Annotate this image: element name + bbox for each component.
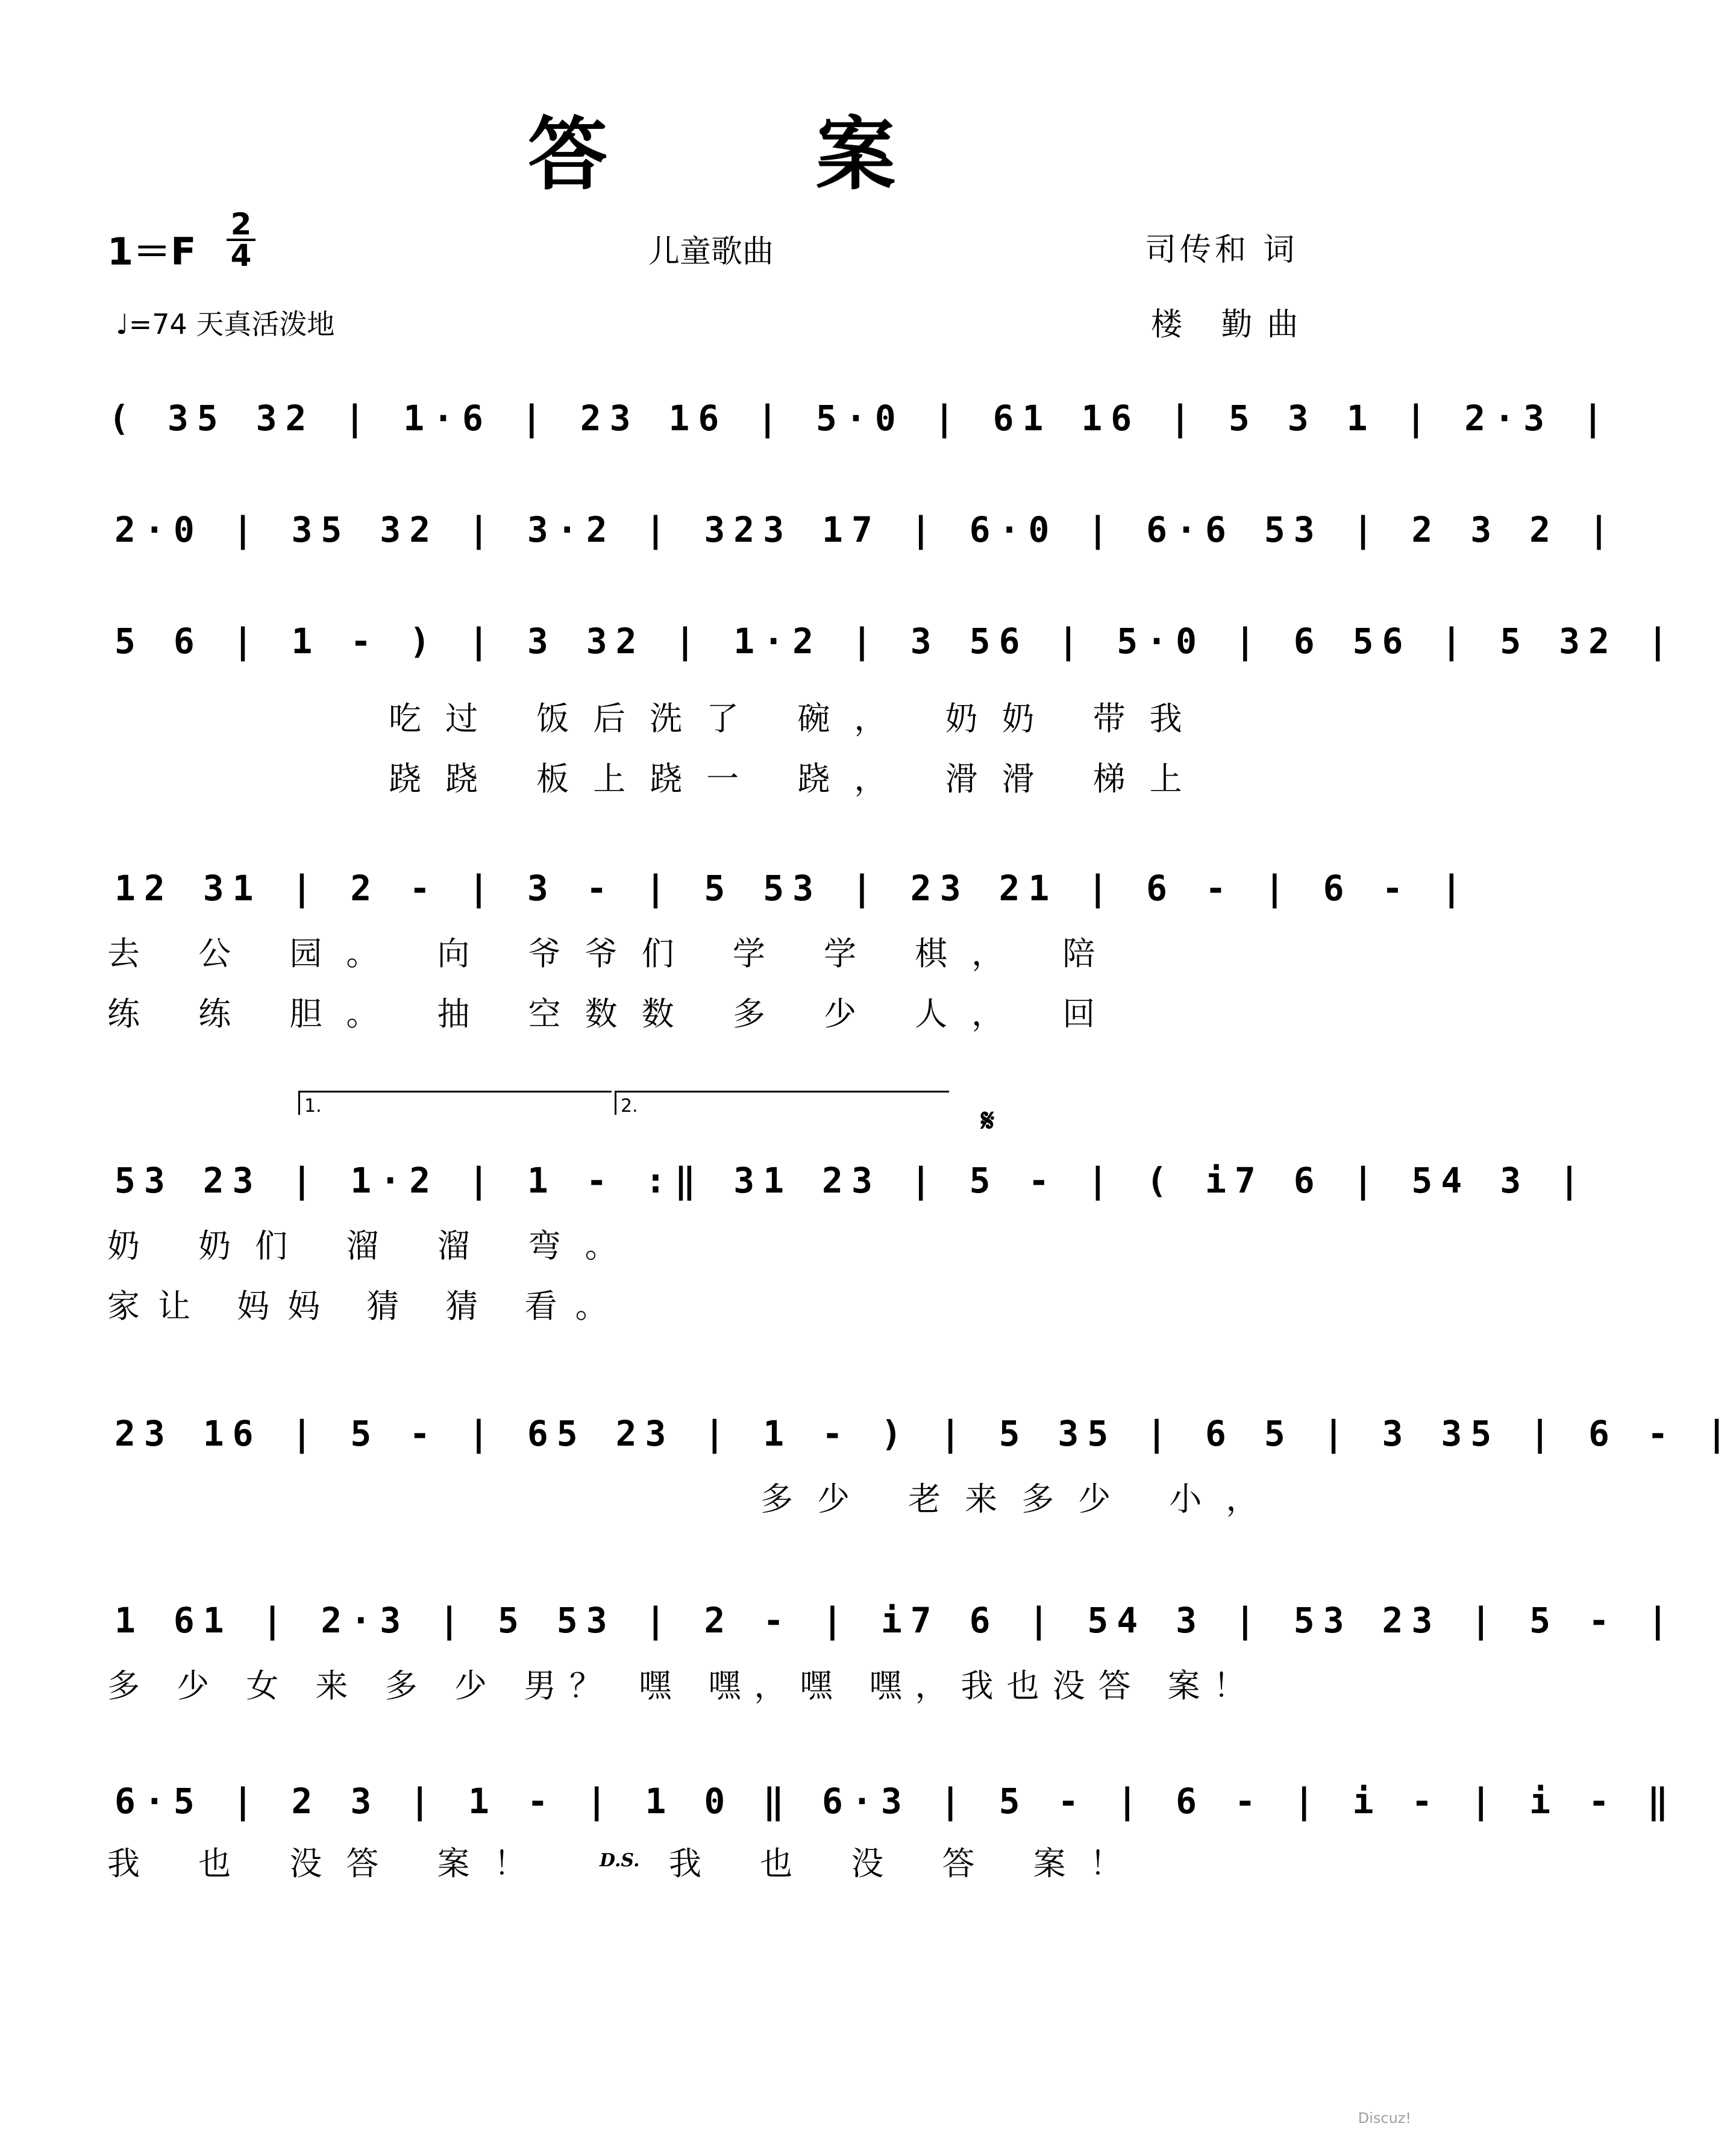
row-8-lyrics-verse-1: 我 也 没答 案！	[107, 1845, 551, 1883]
row-3-notes: 5 6 | 1 - ) | 3 32 | 1·2 | 3 56 | 5·0 | 6 56 | 5 32 |	[114, 621, 1677, 662]
row-8-notes: 6·5 | 2 3 | 1 - | 1 0 ‖ 6·3 | 5 - | 6 - | i - | i - ‖	[114, 1781, 1677, 1822]
row-4-lyrics-verse-1: 去 公 园。 向 爷爷们 学 学 棋， 陪	[107, 935, 1120, 973]
volta-1-bracket	[298, 1091, 612, 1093]
segno-icon: 𝄋	[981, 1103, 995, 1139]
genre-label: 儿童歌曲	[648, 234, 774, 270]
row-5-lyrics-verse-1: 奶 奶们 溜 溜 弯。	[107, 1227, 642, 1265]
row-7-lyrics-verse-1: 多 少 女 来 多 少 男？ 嘿 嘿，嘿 嘿，我也没答 案！	[107, 1667, 1259, 1705]
row-3-lyrics-verse-1: 吃过 饭后洗了 碗， 奶奶 带我	[389, 700, 1206, 738]
volta-2-bracket	[615, 1091, 949, 1093]
tempo-marking	[116, 303, 334, 342]
row-5-notes: 53 23 | 1·2 | 1 - :‖ 31 23 | 5 - | ( i7 6 | 54 3 |	[114, 1160, 1588, 1201]
ds-marking: D.S.	[600, 1850, 640, 1871]
row-2-notes: 2·0 | 35 32 | 3·2 | 323 17 | 6·0 | 6·6 53 | 2 3 2 |	[114, 509, 1618, 550]
watermark-text: Discuz!	[1358, 2110, 1411, 2127]
row-6-lyrics-verse-1: 多少 老来多少 小，	[760, 1480, 1283, 1518]
row-5-lyrics-verse-2: 家让 妈妈 猜 猜 看。	[107, 1287, 626, 1325]
time-signature-bottom: 4	[230, 238, 252, 273]
row-4-lyrics-verse-2: 练 练 胆。 抽 空数数 多 少 人， 回	[107, 995, 1120, 1033]
lyricist-credit: 司传和 词	[1145, 232, 1299, 268]
quarter-note-icon: ♩	[116, 308, 129, 340]
volta-1-label: 1.	[304, 1096, 322, 1117]
row-6-notes: 23 16 | 5 - | 65 23 | 1 - ) | 5 35 | 6 5 | 3 35 | 6 - |	[114, 1413, 1736, 1454]
key-signature: 1＝F	[107, 230, 196, 274]
row-8-lyrics-verse-2: 我 也 没 答 案！	[669, 1845, 1147, 1883]
time-signature-top: 2	[230, 207, 252, 242]
tempo-text: =74 天真活泼地	[128, 308, 335, 340]
composer-credit: 楼 勤曲	[1151, 307, 1313, 343]
volta-1-hook	[298, 1091, 300, 1115]
volta-2-label: 2.	[621, 1096, 638, 1117]
time-signature	[223, 207, 259, 273]
row-7-notes: 1 61 | 2·3 | 5 53 | 2 - | i7 6 | 54 3 | 53 23 | 5 - |	[114, 1600, 1677, 1641]
row-1-notes: ( 35 32 | 1·6 | 23 16 | 5·0 | 61 16 | 5 3 1 | 2·3 |	[108, 398, 1612, 439]
volta-2-hook	[615, 1091, 616, 1115]
row-4-notes: 12 31 | 2 - | 3 - | 5 53 | 23 21 | 6 - | 6 - |	[114, 868, 1471, 909]
row-3-lyrics-verse-2: 跷跷 板上跷一 跷， 滑滑 梯上	[389, 760, 1206, 798]
page-title: 答 案	[528, 108, 986, 201]
